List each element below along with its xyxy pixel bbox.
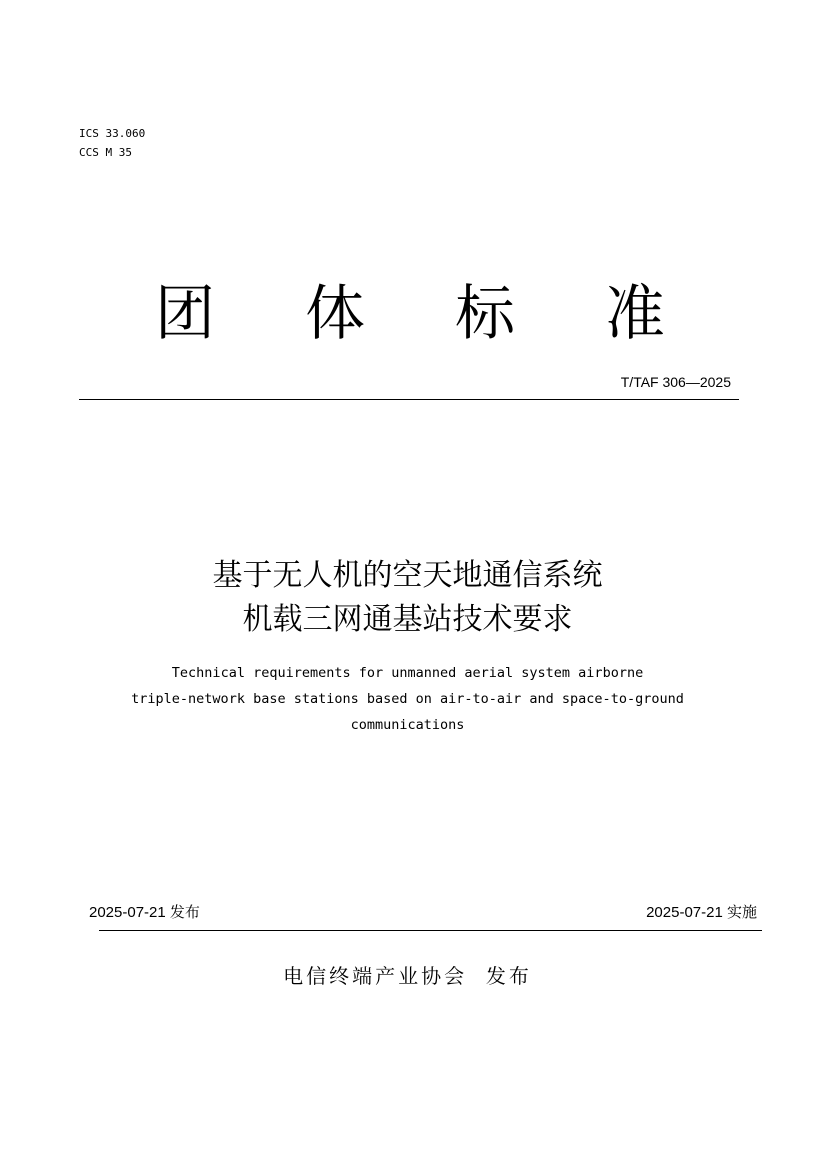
publisher: 电信终端产业协会 发布 — [283, 964, 532, 988]
english-title-line-3: communications — [350, 717, 465, 733]
english-title — [0, 660, 815, 738]
standard-type-char-3: 标 — [455, 279, 515, 349]
ics-code: ICS 33.060 — [79, 127, 146, 140]
implementation-date: 2025-07-21 实施 — [646, 904, 757, 921]
english-title-line-1: Technical requirements for unmanned aerial system airborne — [171, 665, 644, 681]
classification-codes — [79, 124, 145, 162]
english-title-line-2: triple-network base stations based on air-to-air and space-to-ground — [131, 691, 684, 707]
standard-type-char-1: 团 — [155, 279, 215, 349]
header-divider — [79, 399, 739, 400]
standard-number: T/TAF 306—2025 — [620, 374, 731, 390]
chinese-title-line-1: 基于无人机的空天地通信系统 — [212, 558, 603, 593]
standard-type-char-2: 体 — [305, 279, 365, 349]
standard-type-char-4: 准 — [605, 279, 665, 349]
standard-type-heading — [130, 276, 690, 352]
publish-date: 2025-07-21 发布 — [89, 904, 200, 921]
ccs-code: CCS M 35 — [79, 146, 132, 159]
chinese-title-line-2: 机载三网通基站技术要求 — [242, 602, 573, 637]
footer-divider — [99, 930, 762, 931]
